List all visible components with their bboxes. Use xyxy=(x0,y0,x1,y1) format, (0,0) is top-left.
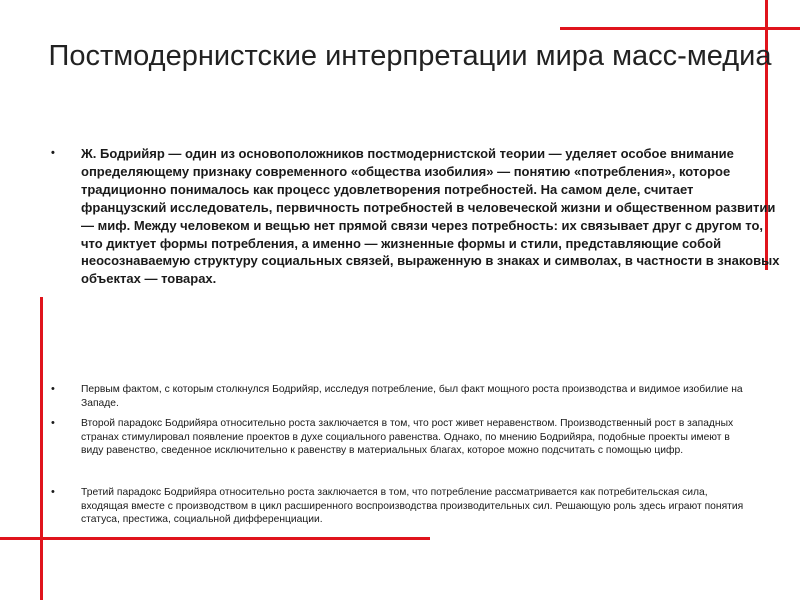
bullet-text: Второй парадокс Бодрийяра относительно роста заключается в том, что рост живет неравенством. Производственный рост в западных странах стимулировал появление проектов в духе социального равенства. Однако, по мнению Бодрийяра, подобные проекты имеют в виду равенство, сведенное исключительно к равенству в материальных благах, которое можно подсчитать с помощью цифр. xyxy=(81,418,734,457)
bullet-first-fact xyxy=(51,383,751,410)
decor-line-left xyxy=(40,297,43,600)
bullet-baudrillard-intro xyxy=(51,145,781,288)
bullet-text: Третий парадокс Бодрийяра относительно роста заключается в том, что потребление рассматривается как потребительская сила, входящая вместе с производством в цикл расширенного воспроизводства производительных сил. Решающую роль здесь играют понятия статуса, престижа, социальной дифференциации. xyxy=(81,487,744,526)
bullet-third-paradox xyxy=(51,486,751,527)
bullet-text: Ж. Бодрийяр — один из основоположников постмодернистской теории — уделяет особое внимание определяющему признаку современного «общества изобилия» — понятию «потребления», которое традиционно понималось как процесс удовлетворения потребностей. На самом деле, считает французский исследователь, первичность потребностей в человеческой жизни и общественном развитии — миф. Между человеком и вещью нет прямой связи через потребность: их связывает друг с другом то, что диктует формы потребления, а именно — жизненные формы и стили, представляющие собой неосознаваемую структуру социальных связей, выраженную в знаках и символах, в частности в знаковых объектах — товарах. xyxy=(81,146,780,287)
bullet-icon: • xyxy=(51,383,55,395)
decor-line-bottom xyxy=(0,537,430,540)
bullet-icon: • xyxy=(51,147,55,159)
bullet-text: Первым фактом, с которым столкнулся Бодрийяр, исследуя потребление, был факт мощного роста производства и видимое изобилие на Западе. xyxy=(81,384,743,409)
decor-line-top xyxy=(560,27,800,30)
bullet-icon: • xyxy=(51,417,55,429)
bullet-second-paradox xyxy=(51,417,751,458)
bullet-icon: • xyxy=(51,486,55,498)
slide-title: Постмодернистские интерпретации мира масс-медиа xyxy=(48,40,772,72)
